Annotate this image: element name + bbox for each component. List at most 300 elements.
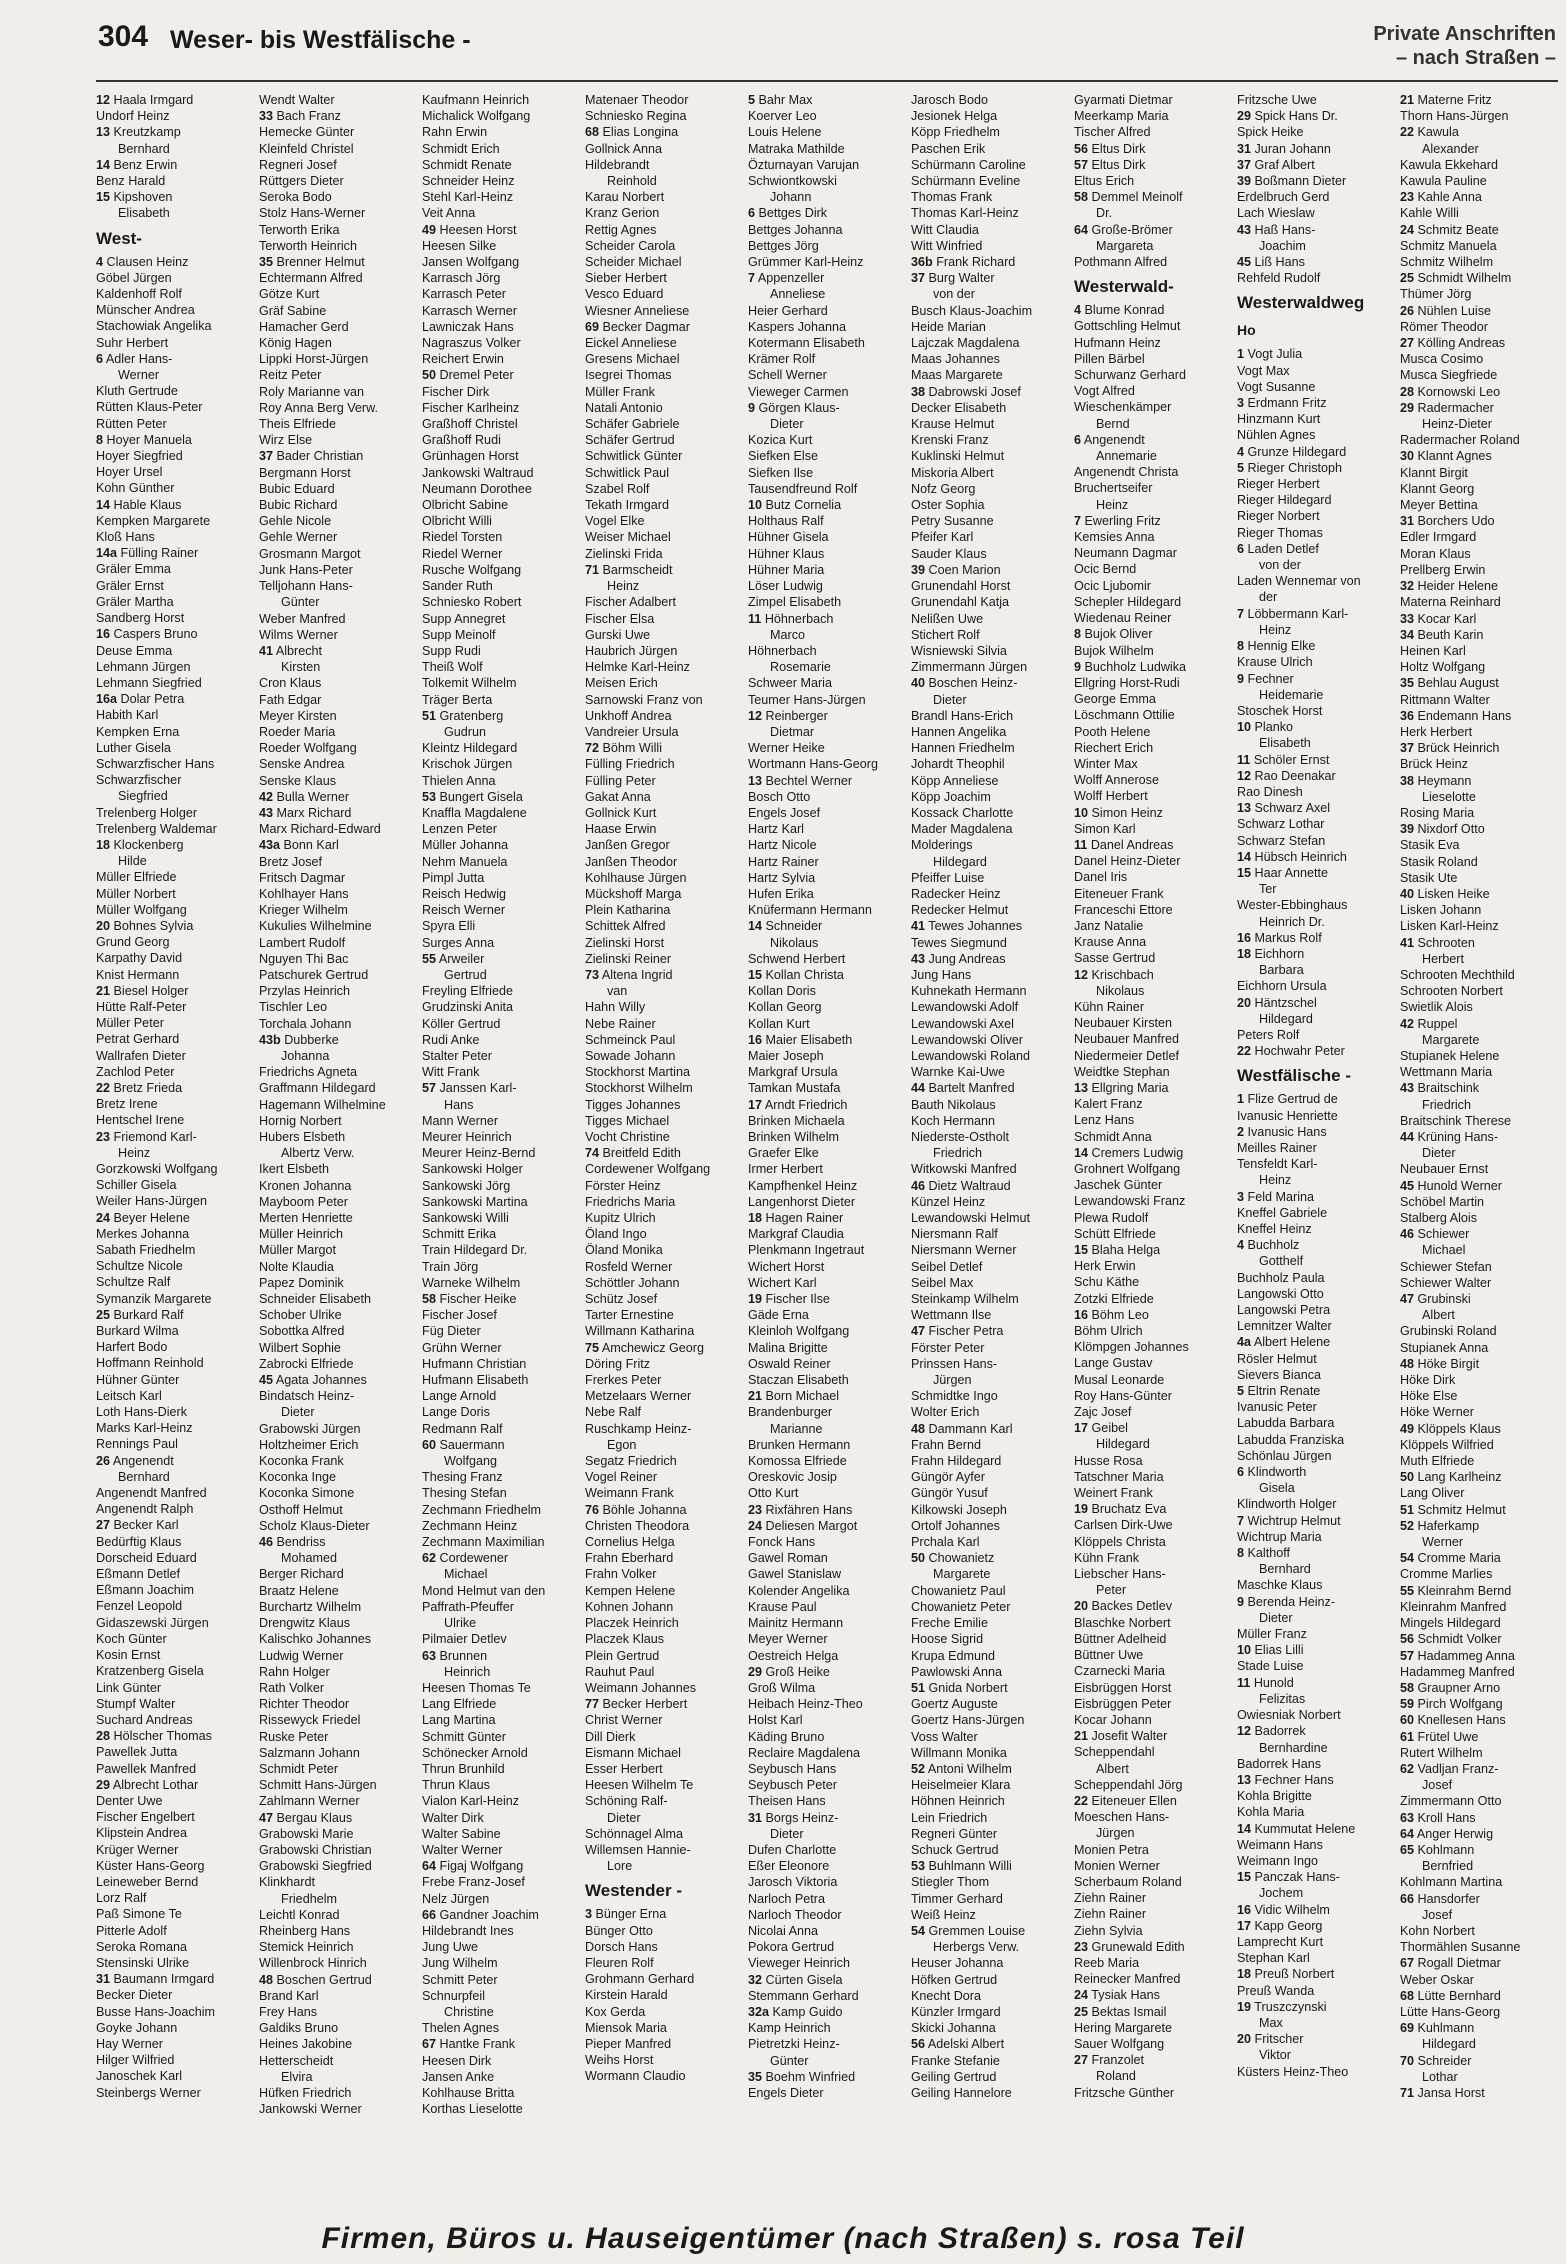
directory-entry: Helmke Karl-Heinz — [585, 660, 690, 675]
directory-entry: Sarnowski Franz von — [585, 692, 703, 707]
directory-entry: Dill Dierk — [585, 1729, 636, 1744]
page-title: Weser- bis Westfälische - — [170, 26, 471, 54]
directory-entry: 24 Tysiak Hans — [1074, 1988, 1160, 2003]
directory-entry: Nguyen Thi Bac — [259, 951, 349, 966]
directory-entry: Maas Margarete — [911, 368, 1003, 383]
directory-entry-continuation: Albert — [1422, 1308, 1455, 1323]
directory-entry: 40 Lisken Heike — [1400, 886, 1490, 901]
directory-entry: Müller Wolfgang — [96, 902, 187, 917]
directory-entry-continuation: Dieter — [281, 1405, 315, 1420]
directory-entry: Fischer Josef — [422, 1308, 497, 1323]
house-number: 52 — [1400, 1518, 1415, 1533]
directory-entry: Zielinski Frida — [585, 546, 663, 561]
directory-entry: Skicki Johanna — [911, 2021, 996, 2036]
directory-entry: Wichert Karl — [748, 1275, 817, 1290]
directory-entry: Krause Ulrich — [1237, 655, 1313, 670]
directory-entry: Johardt Theophil — [911, 757, 1005, 772]
directory-entry: Nagraszus Volker — [422, 336, 521, 351]
directory-entry: Kawula Pauline — [1400, 174, 1487, 189]
directory-entry: Walter Sabine — [422, 1826, 501, 1841]
directory-entry: Dorsch Hans — [585, 1939, 658, 1954]
directory-entry: Roy Hans-Günter — [1074, 1388, 1172, 1403]
directory-entry: Kohlhause Jürgen — [585, 870, 687, 885]
house-number: 33 — [1400, 611, 1415, 626]
house-number: 13 — [96, 125, 111, 140]
directory-entry: Heesen Thomas Te — [422, 1680, 531, 1695]
directory-entry: Siefken Ilse — [748, 465, 814, 480]
directory-entry: Eiteneuer Frank — [1074, 886, 1164, 901]
directory-entry: Undorf Heinz — [96, 109, 170, 124]
directory-column-8 — [1237, 92, 1399, 2202]
directory-entry: Vogt Max — [1237, 363, 1290, 378]
directory-entry: Bubic Eduard — [259, 481, 335, 496]
directory-entry: 60 Knellesen Hans — [1400, 1713, 1506, 1728]
directory-entry: Büttner Adelheid — [1074, 1631, 1167, 1646]
directory-entry: Fülling Friedrich — [585, 757, 675, 772]
directory-entry: Schweer Maria — [748, 676, 832, 691]
directory-entry: Müller Elfriede — [96, 870, 177, 885]
directory-entry: Frahn Volker — [585, 1567, 657, 1582]
directory-entry: 76 Böhle Johanna — [585, 1502, 687, 1517]
directory-entry: Wirz Else — [259, 433, 313, 448]
directory-entry: Pawlowski Anna — [911, 1664, 1003, 1679]
house-number: 15 — [1074, 1243, 1089, 1258]
house-number: 40 — [1400, 886, 1415, 901]
directory-entry: Kamp Heinrich — [748, 2021, 831, 2036]
directory-entry: Radermacher Roland — [1400, 433, 1520, 448]
directory-entry: Lang Martina — [422, 1713, 496, 1728]
directory-entry: 16a Dolar Petra — [96, 692, 185, 707]
directory-entry-continuation: Bernhard — [118, 141, 170, 156]
directory-entry: Koconka Inge — [259, 1470, 337, 1485]
directory-entry: 47 Fischer Petra — [911, 1324, 1004, 1339]
directory-entry: 31 Borchers Udo — [1400, 514, 1495, 529]
directory-entry: Stiegler Thom — [911, 1875, 990, 1890]
directory-entry: 64 Figaj Wolfgang — [422, 1859, 524, 1874]
directory-entry: Hering Margarete — [1074, 2020, 1172, 2035]
directory-entry: 14a Fülling Rainer — [96, 546, 199, 561]
directory-entry: Sankowski Holger — [422, 1162, 523, 1177]
directory-entry: 46 Dietz Waltraud — [911, 1178, 1011, 1193]
directory-entry: 13 Ellgring Maria — [1074, 1080, 1169, 1095]
directory-entry: Stephan Karl — [1237, 1951, 1310, 1966]
directory-entry: Mingels Hildegard — [1400, 1616, 1501, 1631]
house-number: 11 — [748, 611, 762, 626]
directory-entry: Stasik Roland — [1400, 854, 1478, 869]
house-number: 4a — [1237, 1335, 1252, 1350]
house-number: 74 — [585, 1146, 600, 1161]
directory-entry: 57 Eltus Dirk — [1074, 157, 1146, 172]
directory-entry: Reinecker Manfred — [1074, 1972, 1181, 1987]
directory-entry: Koch Günter — [96, 1631, 167, 1646]
directory-entry: 24 Beyer Helene — [96, 1210, 190, 1225]
directory-entry: Hannen Angelika — [911, 724, 1007, 739]
directory-entry: Buchholz Paula — [1237, 1270, 1325, 1285]
directory-column-9 — [1400, 92, 1558, 2202]
directory-entry: Thorn Hans-Jürgen — [1400, 109, 1509, 124]
directory-entry: Hetterscheidt — [259, 2053, 334, 2068]
directory-entry: 4a Albert Helene — [1237, 1335, 1331, 1350]
directory-entry-continuation: Jürgen — [933, 1373, 972, 1388]
directory-entry: Büttner Uwe — [1074, 1648, 1144, 1663]
directory-entry-continuation: Josef — [1422, 1778, 1453, 1793]
directory-entry: Thrun Brunhild — [422, 1761, 505, 1776]
directory-entry: Trelenberg Holger — [96, 805, 198, 820]
directory-entry: Gräf Sabine — [259, 303, 327, 318]
directory-entry: Pfeifer Karl — [911, 530, 974, 545]
directory-entry: Rettig Agnes — [585, 222, 657, 237]
directory-entry: Fritsch Dagmar — [259, 870, 346, 885]
directory-entry: Wendt Walter — [259, 93, 335, 107]
directory-entry: Lemnitzer Walter — [1237, 1319, 1332, 1334]
directory-entry: Swietlik Alois — [1400, 1000, 1473, 1015]
directory-entry-continuation: Gudrun — [444, 724, 487, 739]
directory-entry: 4 Grunze Hildegard — [1237, 444, 1347, 459]
directory-entry: 13 Fechner Hans — [1237, 1772, 1334, 1787]
directory-entry: Materna Reinhard — [1400, 595, 1501, 610]
house-number: 71 — [585, 562, 600, 577]
directory-entry: Grohnert Wolfgang — [1074, 1162, 1181, 1176]
directory-entry: Brand Karl — [259, 1988, 319, 2003]
directory-entry: Koconka Frank — [259, 1454, 344, 1469]
directory-entry: Lein Friedrich — [911, 1810, 988, 1825]
house-number: 47 — [1400, 1292, 1415, 1307]
directory-entry: Gehle Nicole — [259, 514, 332, 529]
directory-entry: Tarter Ernestine — [585, 1308, 674, 1323]
directory-entry: Scholz Klaus-Dieter — [259, 1518, 370, 1533]
directory-entry: Isegrei Thomas — [585, 368, 672, 383]
directory-entry: Fonck Hans — [748, 1535, 816, 1550]
directory-entry: Kühn Rainer — [1074, 999, 1145, 1014]
house-number: 58 — [422, 1292, 437, 1307]
directory-entry: Ludwig Werner — [259, 1648, 344, 1663]
directory-entry: Janßen Gregor — [585, 838, 670, 853]
directory-entry: Kloß Hans — [96, 530, 155, 545]
house-number: 27 — [1400, 336, 1415, 351]
house-number: 8 — [1237, 639, 1245, 654]
directory-entry-continuation: Hans — [444, 1097, 474, 1112]
directory-entry: Schmitt Erika — [422, 1227, 497, 1242]
directory-entry: Wilbert Sophie — [259, 1340, 341, 1355]
page-header — [0, 0, 1566, 69]
directory-entry: Hufmann Heinz — [1074, 335, 1161, 350]
directory-entry: Schwitlick Günter — [585, 449, 683, 464]
directory-entry: Musca Cosimo — [1400, 352, 1484, 367]
directory-entry: Neubauer Manfred — [1074, 1032, 1180, 1047]
directory-entry-continuation: Egon — [607, 1437, 637, 1452]
house-number: 21 — [1400, 93, 1415, 107]
house-number: 72 — [585, 741, 600, 756]
directory-entry: 36 Endemann Hans — [1400, 708, 1512, 723]
directory-entry: Hannen Friedhelm — [911, 741, 1015, 756]
directory-entry: Kohlmann Martina — [1400, 1875, 1503, 1890]
house-number: 8 — [1074, 627, 1082, 642]
directory-entry: 10 Simon Heinz — [1074, 805, 1163, 820]
directory-entry-continuation: Werner — [118, 368, 160, 383]
directory-entry: 46 Schiewer — [1400, 1227, 1470, 1242]
directory-entry: Krause Anna — [1074, 935, 1147, 950]
directory-entry: Merkes Johanna — [96, 1226, 190, 1241]
house-number: 19 — [1237, 1999, 1252, 2014]
directory-entry-continuation: Margareta — [1096, 238, 1154, 253]
directory-entry: Ruske Peter — [259, 1729, 329, 1744]
directory-entry: 77 Becker Herbert — [585, 1697, 688, 1712]
directory-entry: Brück Heinz — [1400, 757, 1468, 772]
directory-entry: Kahle Willi — [1400, 206, 1459, 221]
directory-entry: Kleinrahm Manfred — [1400, 1599, 1507, 1614]
house-number: 66 — [1400, 1891, 1415, 1906]
directory-entry: Eisbrüggen Horst — [1074, 1680, 1172, 1695]
directory-entry-continuation: van — [607, 984, 628, 999]
directory-entry: Kleinfeld Christel — [259, 141, 354, 156]
house-number: 48 — [911, 1421, 926, 1436]
house-number: 39 — [1400, 822, 1415, 837]
directory-entry: Köpp Friedhelm — [911, 125, 1000, 140]
directory-entry: Zielinski Reiner — [585, 951, 672, 966]
directory-entry: 31 Baumann Irmgard — [96, 1972, 215, 1987]
directory-entry: Thomas Karl-Heinz — [911, 206, 1019, 221]
directory-entry: Kohlhayer Hans — [259, 886, 349, 901]
directory-entry: Redmann Ralf — [422, 1421, 503, 1436]
directory-entry: Eisbrüggen Peter — [1074, 1696, 1172, 1711]
directory-entry: Bretz Josef — [259, 854, 322, 869]
directory-entry: Bettges Johanna — [748, 222, 843, 237]
directory-entry: Zajc Josef — [1074, 1405, 1132, 1420]
directory-entry-continuation: Albertz Verw. — [281, 1146, 355, 1161]
directory-entry: Lewandowski Franz — [1074, 1194, 1186, 1209]
directory-entry: Schöttler Johann — [585, 1275, 680, 1290]
directory-entry: Jesionek Helga — [911, 109, 998, 124]
directory-entry: Eßmann Joachim — [96, 1583, 194, 1598]
house-number: 27 — [1074, 2053, 1089, 2068]
directory-entry: 58 Graupner Arno — [1400, 1680, 1501, 1695]
house-number: 57 — [1400, 1648, 1415, 1663]
header-rule — [96, 80, 1558, 82]
directory-entry: Ellgring Horst-Rudi — [1074, 675, 1180, 690]
directory-entry: Steinbergs Werner — [96, 2085, 201, 2100]
directory-entry: Schöbel Martin — [1400, 1194, 1484, 1209]
directory-entry: Bruchertseifer — [1074, 481, 1153, 496]
directory-entry-continuation: Albert — [1096, 1761, 1129, 1776]
directory-entry: Harfert Bodo — [96, 1340, 168, 1355]
street-heading: Westerwaldweg — [1237, 293, 1365, 313]
directory-entry: Thormählen Susanne — [1400, 1940, 1521, 1955]
directory-entry: Hütte Ralf-Peter — [96, 999, 187, 1014]
directory-entry: Schwarz Stefan — [1237, 833, 1326, 848]
house-number: 45 — [259, 1373, 274, 1388]
directory-entry: Marks Karl-Heinz — [96, 1421, 193, 1436]
directory-entry: Eismann Michael — [585, 1745, 681, 1760]
directory-entry: Lang Elfriede — [422, 1697, 497, 1712]
directory-entry: Seybusch Hans — [748, 1761, 837, 1776]
house-number: 4 — [1074, 303, 1082, 318]
directory-entry: Hildebrandt — [585, 157, 650, 172]
house-number: 23 — [1074, 1939, 1089, 1954]
directory-entry: 54 Cromme Maria — [1400, 1551, 1501, 1566]
directory-entry: Sauder Klaus — [911, 546, 987, 561]
directory-entry-continuation: Michael — [444, 1567, 488, 1582]
house-number: 16a — [96, 692, 118, 707]
house-number: 19 — [748, 1292, 763, 1307]
directory-entry: Kotermann Elisabeth — [748, 336, 865, 351]
directory-entry: 11 Hunold — [1237, 1675, 1294, 1690]
directory-entry: Luther Gisela — [96, 740, 171, 755]
directory-entry: Graffmann Hildegard — [259, 1081, 376, 1096]
directory-entry: Stoschek Horst — [1237, 703, 1323, 718]
directory-entry: Paffrath-Pfeuffer — [422, 1599, 514, 1614]
directory-entry: Tamkan Mustafa — [748, 1081, 841, 1096]
directory-entry: Heesen Wilhelm Te — [585, 1778, 694, 1793]
house-number: 62 — [422, 1551, 437, 1566]
directory-entry: Meurer Heinrich — [422, 1130, 512, 1144]
house-number: 16 — [1074, 1307, 1089, 1322]
directory-entry: Ziehn Sylvia — [1074, 1923, 1143, 1938]
directory-entry: Herk Herbert — [1400, 724, 1473, 739]
directory-entry: Zielinski Horst — [585, 935, 665, 950]
house-number: 64 — [1400, 1826, 1415, 1841]
directory-entry: Friedrichs Maria — [585, 1194, 676, 1209]
directory-entry: Markgraf Claudia — [748, 1227, 844, 1242]
house-number: 37 — [259, 449, 274, 464]
directory-entry: Thrun Klaus — [422, 1778, 490, 1793]
directory-entry: Hühner Maria — [748, 562, 825, 577]
house-number: 22 — [1074, 1793, 1089, 1808]
house-number: 53 — [911, 1859, 926, 1874]
house-number: 61 — [1400, 1729, 1415, 1744]
directory-entry: Paß Simone Te — [96, 1907, 182, 1922]
house-number: 12 — [1237, 768, 1252, 783]
directory-entry: Holthaus Ralf — [748, 514, 824, 529]
directory-entry: Grabowski Jürgen — [259, 1421, 361, 1436]
directory-entry: Vieweger Carmen — [748, 384, 849, 399]
directory-entry: 19 Fischer Ilse — [748, 1292, 830, 1307]
directory-entry: Gräler Martha — [96, 594, 174, 609]
directory-entry-continuation: Gotthelf — [1259, 1254, 1304, 1269]
directory-entry: Stupianek Anna — [1400, 1340, 1489, 1355]
directory-entry: Kawula Ekkehard — [1400, 157, 1499, 172]
directory-entry: Rittmann Walter — [1400, 692, 1490, 707]
directory-entry-continuation: Heinz — [607, 579, 640, 594]
directory-entry: 22 Eiteneuer Ellen — [1074, 1793, 1177, 1808]
directory-entry: Neubauer Kirsten — [1074, 1016, 1173, 1031]
directory-entry: Kohla Maria — [1237, 1805, 1305, 1820]
directory-entry-continuation: Max — [1259, 2015, 1283, 2030]
directory-entry: Tausendfreund Rolf — [748, 481, 858, 496]
directory-entry: 33 Kocar Karl — [1400, 611, 1477, 626]
house-number: 51 — [1400, 1502, 1415, 1517]
house-number: 51 — [422, 708, 437, 723]
house-number: 28 — [1400, 384, 1415, 399]
directory-entry: Böhm Ulrich — [1074, 1324, 1143, 1339]
directory-entry: Bujok Wilhelm — [1074, 643, 1154, 658]
directory-entry: Leitsch Karl — [96, 1388, 162, 1403]
directory-entry: Kleintz Hildegard — [422, 741, 518, 756]
directory-entry: Hühner Günter — [96, 1372, 180, 1387]
directory-entry: Hüfken Friedrich — [259, 2085, 352, 2100]
directory-entry: 69 Kuhlmann — [1400, 2021, 1475, 2036]
house-number: 18 — [1237, 946, 1252, 961]
directory-entry: Vogt Alfred — [1074, 384, 1135, 399]
directory-entry: Stemmann Gerhard — [748, 1988, 859, 2003]
directory-entry: Komossa Elfriede — [748, 1454, 847, 1469]
directory-entry: Göbel Jürgen — [96, 270, 172, 285]
house-number: 40 — [911, 676, 926, 691]
directory-entry: Neumann Dagmar — [1074, 546, 1177, 561]
directory-entry: 57 Janssen Karl- — [422, 1081, 517, 1096]
directory-entry: 11 Schöler Ernst — [1237, 752, 1330, 767]
directory-entry: Hufmann Christian — [422, 1356, 527, 1371]
directory-entry: Wolff Herbert — [1074, 789, 1148, 804]
directory-entry: Metzelaars Werner — [585, 1389, 692, 1404]
house-number: 17 — [748, 1097, 763, 1112]
directory-entry-continuation: Heinz — [1259, 1173, 1292, 1188]
directory-entry: Kampfhenkel Heinz — [748, 1178, 858, 1193]
directory-entry: Denter Uwe — [96, 1793, 163, 1808]
directory-entry: Vogt Susanne — [1237, 379, 1316, 394]
directory-entry: 2 Ivanusic Hans — [1237, 1124, 1327, 1139]
house-number: 5 — [748, 93, 756, 107]
directory-entry: 25 Schmidt Wilhelm — [1400, 271, 1512, 286]
house-number: 12 — [1074, 967, 1089, 982]
house-number: 13 — [1237, 1772, 1252, 1787]
directory-entry: Meyer Werner — [748, 1632, 828, 1647]
directory-entry: Schmidtke Ingo — [911, 1389, 998, 1404]
directory-entry: Esser Herbert — [585, 1761, 663, 1776]
directory-entry: Segatz Friedrich — [585, 1454, 677, 1469]
directory-entry-continuation: Heinz — [1259, 622, 1292, 637]
directory-entry: 11 Danel Andreas — [1074, 837, 1174, 852]
directory-entry: Symanzik Margarete — [96, 1291, 212, 1306]
house-number: 54 — [911, 1923, 926, 1938]
house-number: 41 — [1400, 935, 1415, 950]
directory-entry: Danel Heinz-Dieter — [1074, 854, 1181, 869]
directory-entry: Mader Magdalena — [911, 822, 1013, 837]
directory-entry: Merten Henriette — [259, 1211, 353, 1226]
directory-entry: Terworth Heinrich — [259, 238, 357, 253]
directory-entry: Narloch Theodor — [748, 1907, 842, 1922]
directory-entry: 19 Bruchatz Eva — [1074, 1502, 1167, 1517]
directory-entry-continuation: Joachim — [1259, 238, 1306, 253]
directory-entry: Grohmann Gerhard — [585, 1972, 695, 1987]
directory-entry: Rieger Hildegard — [1237, 493, 1332, 508]
directory-entry: 18 Preuß Norbert — [1237, 1967, 1335, 1982]
directory-entry: Jaschek Günter — [1074, 1178, 1163, 1193]
directory-entry: Frahn Hildegard — [911, 1454, 1002, 1469]
directory-entry: Unkhoff Andrea — [585, 708, 672, 723]
directory-entry: Güngör Yusuf — [911, 1486, 988, 1501]
directory-entry: Wester-Ebbinghaus — [1237, 898, 1348, 913]
house-number: 43 — [911, 951, 926, 966]
directory-entry: Supp Rudi — [422, 643, 481, 658]
directory-entry-continuation: Friedrich — [933, 1146, 982, 1161]
directory-entry: Rauhut Paul — [585, 1664, 655, 1679]
directory-entry: Rehfeld Rudolf — [1237, 271, 1321, 286]
directory-entry: Bosch Otto — [748, 789, 811, 804]
directory-entry: 42 Ruppel — [1400, 1016, 1458, 1031]
directory-entry: Nebe Rainer — [585, 1016, 656, 1031]
directory-entry: Kocar Johann — [1074, 1712, 1152, 1727]
house-number: 70 — [1400, 2053, 1415, 2068]
directory-entry: Hoffmann Reinhold — [96, 1356, 204, 1371]
house-number: 5 — [1237, 460, 1245, 475]
house-number: 22 — [1237, 1044, 1252, 1059]
directory-entry: Vogel Reiner — [585, 1470, 658, 1485]
directory-entry: 42 Bulla Werner — [259, 789, 350, 804]
directory-entry: 15 Kollan Christa — [748, 967, 844, 982]
directory-entry: 36b Frank Richard — [911, 255, 1016, 270]
directory-column-6 — [911, 92, 1073, 2202]
directory-entry: Terworth Erika — [259, 222, 340, 237]
